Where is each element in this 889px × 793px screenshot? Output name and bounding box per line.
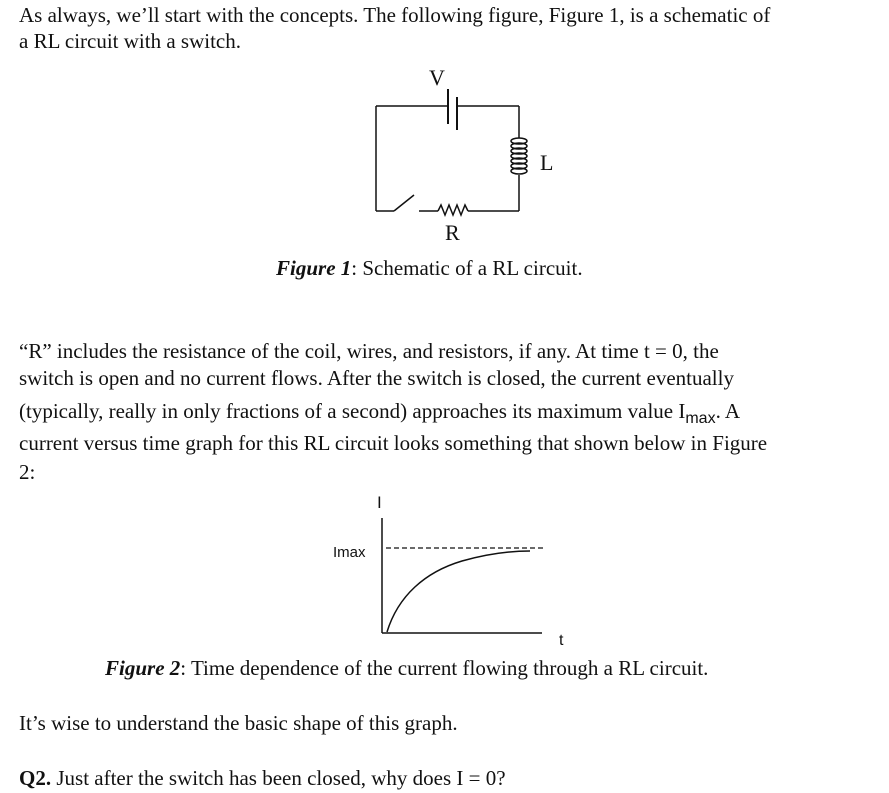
question-label: Q2.	[19, 766, 52, 790]
intro-line-2: a RL circuit with a switch.	[19, 29, 241, 53]
paragraph-line-3	[19, 398, 740, 432]
paragraph-line-5: 2:	[19, 460, 36, 484]
inductor-coil	[511, 138, 527, 174]
paragraph-line-2: switch is open and no current flows. After the switch is closed, the current eventually	[19, 366, 734, 390]
figure-2-caption-prefix: Figure 2	[105, 656, 181, 680]
imax-label: Imax	[333, 544, 366, 561]
figure-1-caption-prefix: Figure 1	[276, 256, 352, 280]
intro-line-1: As always, we’ll start with the concepts. The following figure, Figure 1, is a schematic of	[19, 3, 771, 27]
figure-2-caption	[105, 655, 708, 681]
question-text: Just after the switch has been closed, why does I = 0?	[51, 766, 506, 790]
paragraph-line-4: current versus time graph for this RL circuit looks something that shown below in Figure	[19, 431, 768, 455]
paragraph-line-3-after: . A	[715, 399, 741, 423]
question-2	[19, 765, 506, 791]
label-v: V	[429, 65, 445, 90]
x-axis-label: t	[559, 632, 564, 649]
y-axis-label: I	[377, 493, 382, 512]
paragraph-imax-subscript: max	[685, 410, 716, 428]
wise-sentence: It’s wise to understand the basic shape of this graph.	[19, 711, 458, 735]
figure-2-caption-text: : Time dependence of the current flowing through a RL circuit.	[180, 656, 709, 680]
current-time-graph	[0, 490, 889, 650]
resistor-zigzag	[438, 205, 468, 215]
rl-circuit-schematic	[0, 0, 889, 250]
label-r: R	[445, 220, 460, 245]
paragraph-line-1: “R” includes the resistance of the coil, wires, and resistors, if any. At time t = 0, the	[19, 339, 719, 363]
figure-1-caption-text: : Schematic of a RL circuit.	[351, 256, 583, 280]
switch-blade	[394, 195, 414, 211]
current-curve	[387, 551, 530, 632]
figure-1-caption	[276, 255, 583, 281]
label-l: L	[540, 150, 554, 175]
paragraph-line-3-before: (typically, really in only fractions of a second) approaches its maximum value I	[19, 399, 686, 423]
